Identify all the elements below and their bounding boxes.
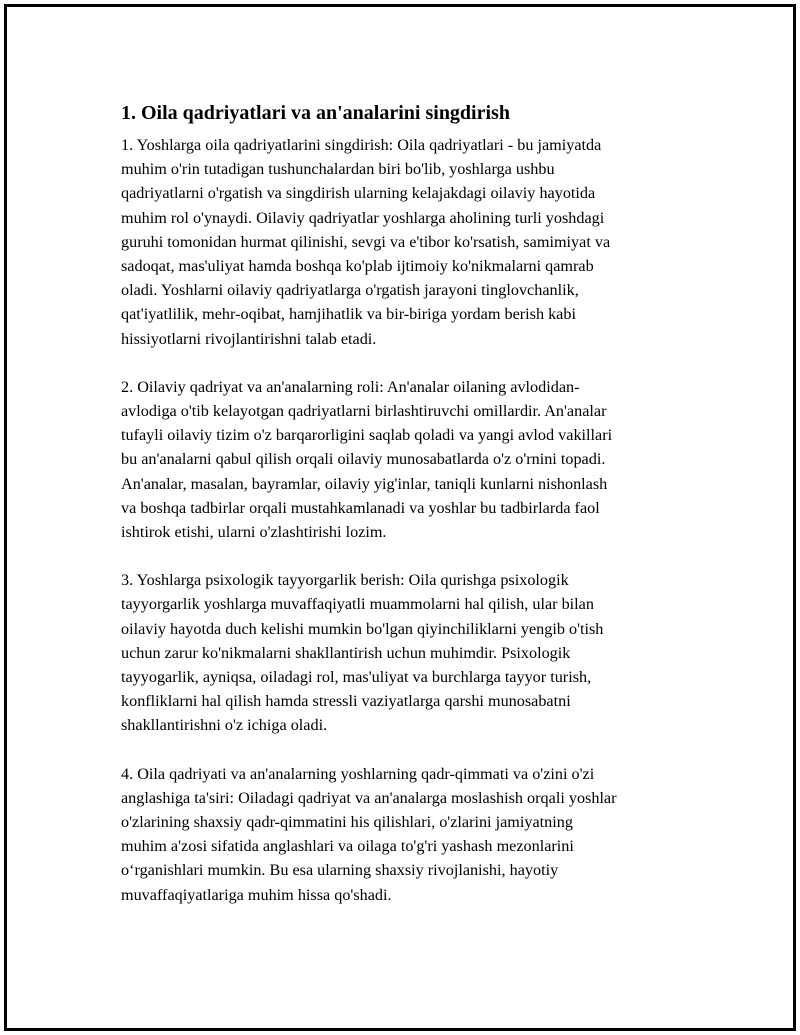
paragraph-line: muhim rol o'ynaydi. Oilaviy qadriyatlar yoshlarga aholining turli yoshdagi [121,208,605,227]
paragraph-line: uchun zarur ko'nikmalarni shakllantirish uchun muhimdir. Psixologik [121,643,571,662]
paragraph-line: tayyorgarlik yoshlarga muvaffaqiyatli muammolarni hal qilish, ular bilan [121,595,594,614]
paragraph-line: muhim o'rin tutadigan tushunchalardan biri bo'lib, yoshlarga ushbu [121,160,555,179]
paragraph-line: shakllantirishni o'z ichiga oladi. [121,716,328,735]
paragraph-line: o‘rganishlari mumkin. Bu esa ularning shaxsiy rivojlanishi, hayotiy [121,861,559,880]
paragraph-line: oladi. Yoshlarni oilaviy qadriyatlarga o'rgatish jarayoni tinglovchanlik, [121,281,579,300]
paragraph-line: 4. Oila qadriyati va an'analarning yoshlarning qadr-qimmati va o'zini o'zi [121,764,595,783]
paragraph-line: bu an'analarni qabul qilish orqali oilaviy munosabatlarda o'z o'rnini topadi. [121,450,606,469]
paragraph [121,375,711,544]
paragraph-line: avlodiga o'tib kelayotgan qadriyatlarni birlashtiruvchi omillardir. An'analar [121,402,607,421]
paragraph-line: oilaviy hayotda duch kelishi mumkin bo'lgan qiyinchiliklarni yengib o'tish [121,619,604,638]
paragraph-line: o'zlarining shaxsiy qadr-qimmatini his qilishlari, o'zlarini jamiyatning [121,813,573,832]
paragraph [121,762,711,907]
paragraph-line: ishtirok etishi, ularni o'zlashtirishi lozim. [121,523,387,542]
paragraph [121,568,711,737]
paragraph-line: 1. Yoshlarga oila qadriyatlarini singdirish: Oila qadriyatlari - bu jamiyatda [121,136,602,154]
paragraph [121,133,711,351]
paragraph-line: guruhi tomonidan hurmat qilinishi, sevgi va e'tibor ko'rsatish, samimiyat va [121,232,611,251]
paragraph-line: 2. Oilaviy qadriyat va an'analarning roli: An'analar oilaning avlodidan- [121,377,580,396]
paragraph-line: hissiyotlarni rivojlantirishni talab etadi. [121,329,377,348]
paragraph-line: qat'iyatlilik, mehr-oqibat, hamjihatlik va bir-biriga yordam berish kabi [121,305,576,324]
page-frame [4,4,796,1031]
paragraph-line: muhim a'zosi sifatida anglashlari va oilaga to'g'ri yashash mezonlarini [121,837,574,856]
paragraph-line: tayyogarlik, ayniqsa, oiladagi rol, mas'uliyat va burchlarga tayyor turish, [121,668,592,687]
document-body [121,99,711,931]
paragraph-line: sadoqat, mas'uliyat hamda boshqa ko'plab ijtimoiy ko'nikmalarni qamrab [121,257,594,276]
section-heading: 1. Oila qadriyatlari va an'analarini singdirish [121,102,510,124]
paragraph-line: konfliklarni hal qilish hamda stressli vaziyatlarga qarshi munosabatni [121,692,571,711]
paragraph-line: An'analar, masalan, bayramlar, oilaviy yig'inlar, taniqli kunlarni nishonlash [121,474,608,493]
paragraph-line: qadriyatlarni o'rgatish va singdirish ularning kelajakdagi oilaviy hayotida [121,184,596,203]
paragraph-line: tufayli oilaviy tizim o'z barqarorligini saqlab qoladi va yangi avlod vakillari [121,426,613,445]
paragraph-line: anglashiga ta'siri: Oiladagi qadriyat va an'analarga moslashish orqali yoshlar [121,788,617,807]
paragraph-list [121,133,711,907]
paragraph-line: muvaffaqiyatlariga muhim hissa qo'shadi. [121,885,392,904]
paragraph-line: va boshqa tadbirlar orqali mustahkamlanadi va yoshlar bu tadbirlarda faol [121,498,600,517]
paragraph-line: 3. Yoshlarga psixologik tayyorgarlik berish: Oila qurishga psixologik [121,571,569,590]
